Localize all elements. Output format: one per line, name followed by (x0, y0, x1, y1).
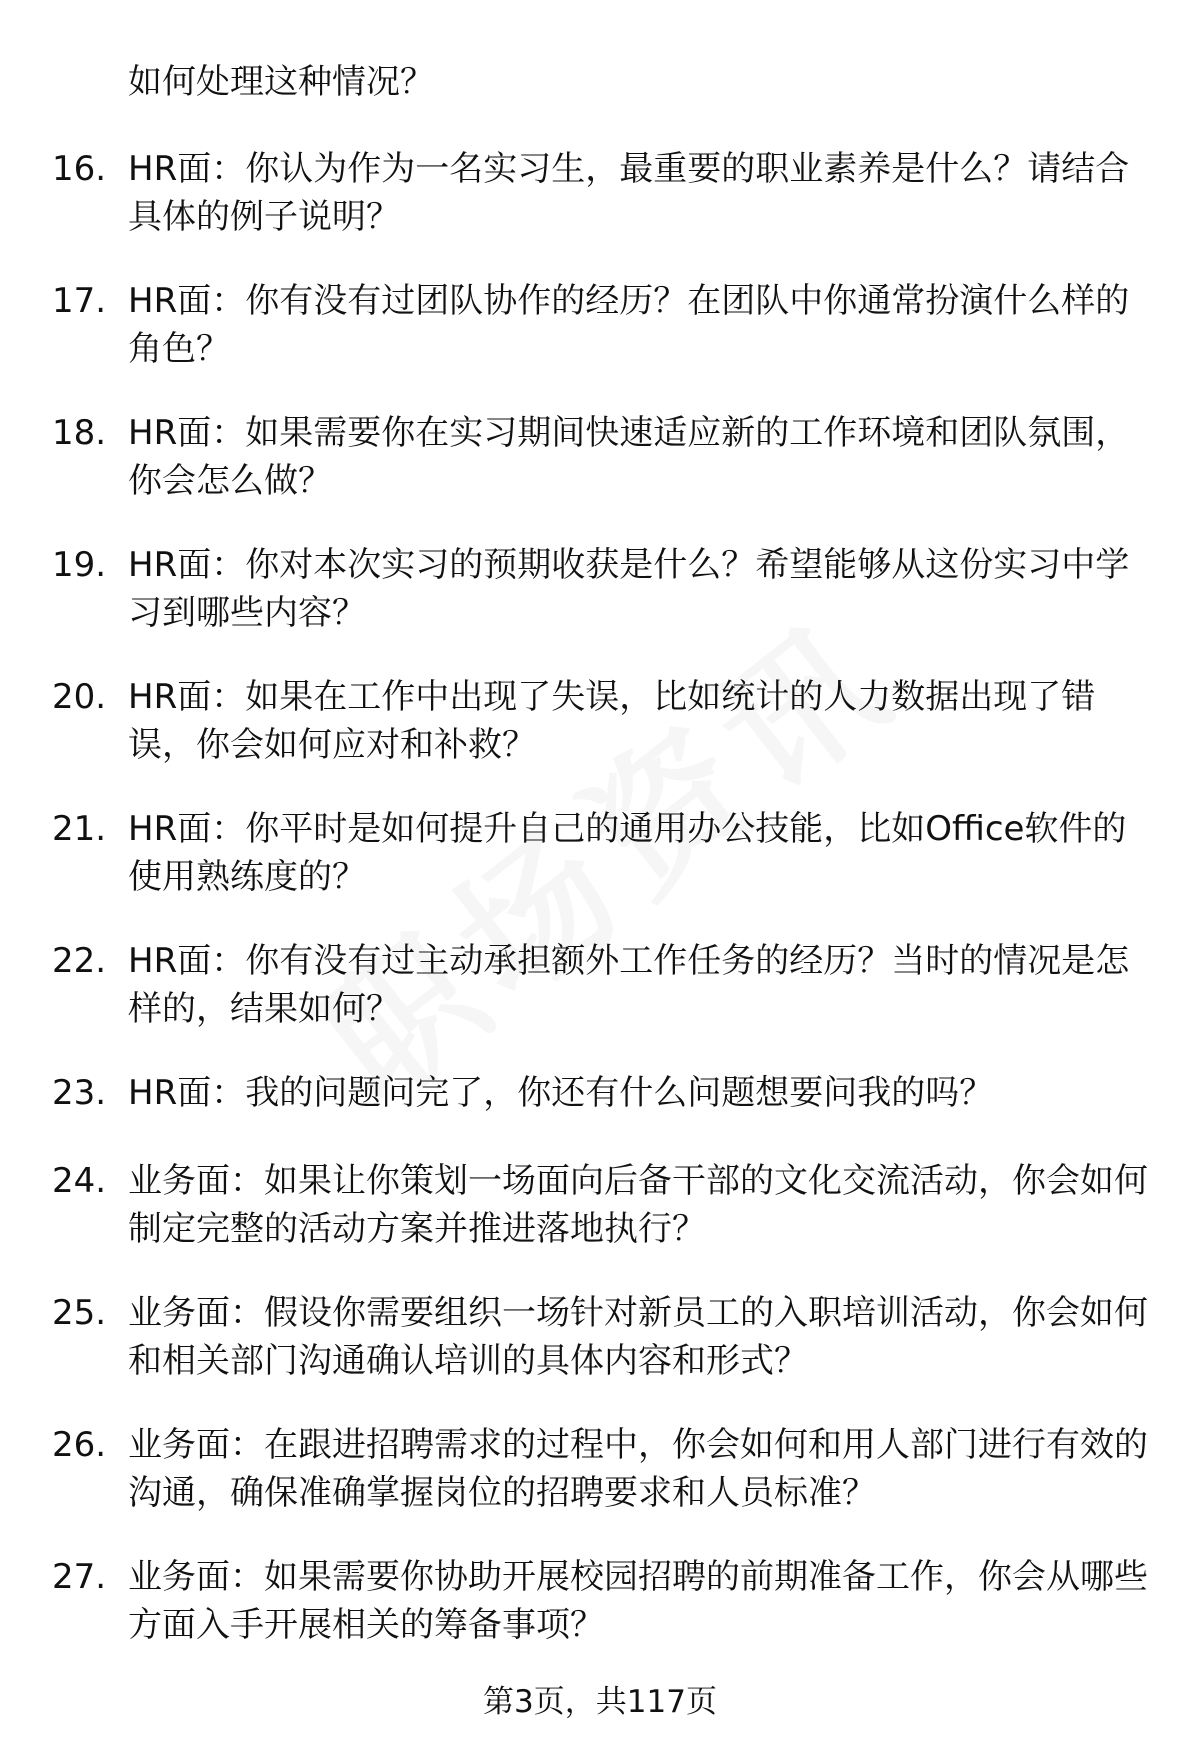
list-item (0, 1069, 1200, 1157)
item-text: HR面：你对本次实习的预期收获是什么？希望能够从这份实习中学习到哪些内容？ (128, 545, 1130, 633)
item-text: HR面：你平时是如何提升自己的通用办公技能，比如Office软件的使用熟练度的？ (128, 809, 1127, 897)
item-text: 业务面：在跟进招聘需求的过程中，你会如何和用人部门进行有效的沟通，确保准确掌握岗位的招聘要求和人员标准？ (128, 1425, 1148, 1513)
list-item (0, 277, 1200, 409)
item-number: 26. (52, 1425, 107, 1465)
page-number: 第3页，共117页 (483, 1684, 717, 1720)
item-text: HR面：如果在工作中出现了失误，比如统计的人力数据出现了错误，你会如何应对和补救？ (128, 677, 1096, 765)
item-number: 23. (52, 1073, 107, 1113)
item-text: 业务面：假设你需要组织一场针对新员工的入职培训活动，你会如何和相关部门沟通确认培训的具体内容和形式？ (128, 1293, 1148, 1381)
list-item (0, 145, 1200, 277)
list-item (0, 805, 1200, 937)
item-number: 24. (52, 1161, 107, 1201)
item-number: 18. (52, 413, 107, 453)
item-number: 20. (52, 677, 107, 717)
item-number: 25. (52, 1293, 107, 1333)
list-item (0, 1421, 1200, 1553)
item-text: HR面：你有没有过主动承担额外工作任务的经历？当时的情况是怎样的，结果如何？ (128, 941, 1130, 1029)
item-text: HR面：你有没有过团队协作的经历？在团队中你通常扮演什么样的角色？ (128, 281, 1130, 369)
item-text: 业务面：如果让你策划一场面向后备干部的文化交流活动，你会如何制定完整的活动方案并推进落地执行？ (128, 1161, 1148, 1249)
list-item (0, 1553, 1200, 1685)
item-number: 22. (52, 941, 107, 981)
continuation-text: 如何处理这种情况？ (128, 62, 434, 102)
question-list (0, 145, 1200, 1685)
list-item (0, 673, 1200, 805)
item-text: 业务面：如果需要你协助开展校园招聘的前期准备工作，你会从哪些方面入手开展相关的筹备事项？ (128, 1557, 1148, 1645)
item-number: 19. (52, 545, 107, 585)
item-text: HR面：我的问题问完了，你还有什么问题想要问我的吗？ (128, 1073, 994, 1113)
item-number: 17. (52, 281, 107, 321)
list-item (0, 409, 1200, 541)
item-number: 27. (52, 1557, 107, 1597)
item-number: 21. (52, 809, 107, 849)
item-number: 16. (52, 149, 107, 189)
item-text: HR面：你认为作为一名实习生，最重要的职业素养是什么？请结合具体的例子说明？ (128, 149, 1130, 237)
list-item (0, 541, 1200, 673)
list-item (0, 937, 1200, 1069)
list-item (0, 1289, 1200, 1421)
item-text: HR面：如果需要你在实习期间快速适应新的工作环境和团队氛围，你会怎么做？ (128, 413, 1130, 501)
list-item (0, 1157, 1200, 1289)
